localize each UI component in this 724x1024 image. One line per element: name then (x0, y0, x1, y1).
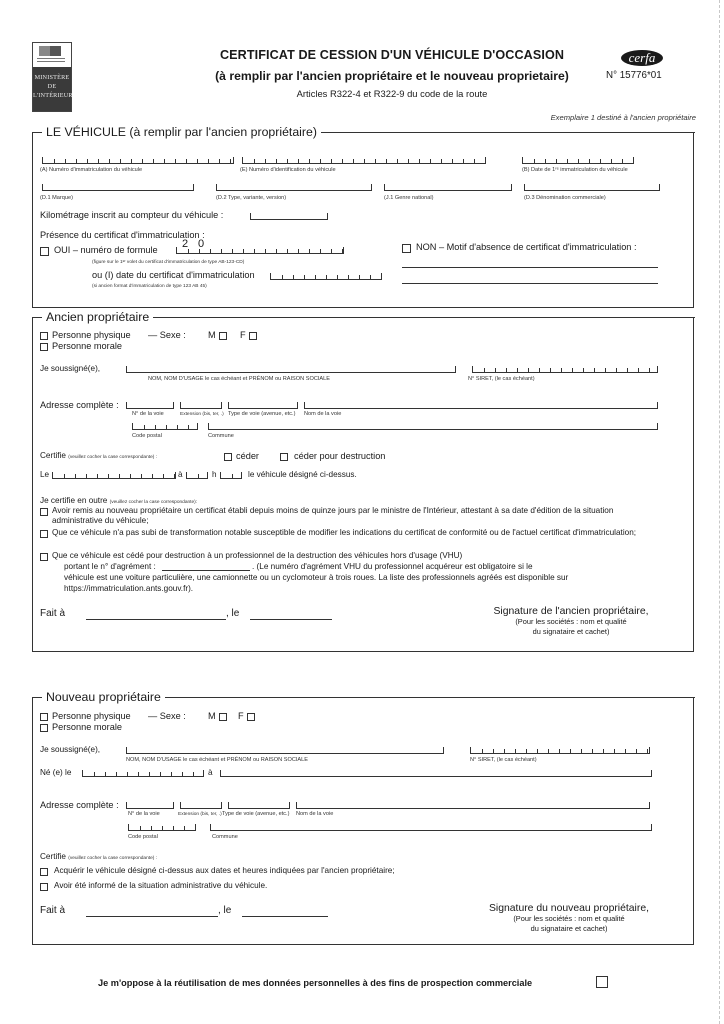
nouveau-num-voie-label: N° de la voie (128, 811, 160, 817)
comb-tick (370, 275, 371, 279)
comb-tick (386, 159, 387, 163)
attest-certificat-label: Avoir remis au nouveau propriétaire un certificat établi depuis moins de quinze jours par le ministre de l'Intérieur, attestant à sa date d'édition de la situation administrative du véhicule; (52, 506, 614, 525)
marque-label: (D.1 Marque) (40, 195, 73, 201)
comb-tick (364, 159, 365, 163)
oui-checkbox[interactable] (40, 247, 49, 256)
nouveau-siret-label: N° SIRET, (le cas échéant) (470, 757, 537, 763)
ancien-type-voie-field[interactable] (228, 402, 298, 409)
ancien-f-label: F (240, 330, 246, 340)
comb-tick (534, 159, 535, 163)
comb-tick (326, 275, 327, 279)
attest-destruction-checkbox[interactable] (40, 553, 48, 561)
comb-tick (603, 749, 604, 753)
type-variante-label: (D.2 Type, variante, version) (216, 195, 287, 201)
comb-tick (452, 159, 453, 163)
comb-tick (54, 159, 55, 163)
comb-tick (163, 474, 164, 478)
comb-tick (545, 159, 546, 163)
nouveau-certifie-label (40, 852, 157, 861)
nouveau-signature-title: Signature du nouveau propriétaire, (488, 903, 649, 914)
ancien-sexe-label: — Sexe : (148, 330, 186, 340)
comb-tick (64, 474, 65, 478)
ancien-sexe-m-checkbox[interactable] (219, 332, 227, 340)
date-premiere-immat-field[interactable] (522, 157, 634, 164)
nouveau-f-label: F (238, 711, 244, 721)
comb-tick (611, 159, 612, 163)
nouveau-personne-physique-label: Personne physique (52, 711, 131, 721)
comb-tick (75, 474, 76, 478)
comb-tick (567, 159, 568, 163)
comb-tick (130, 474, 131, 478)
ancien-nom-field[interactable] (126, 366, 456, 373)
ceder-label: céder (236, 451, 259, 461)
certifie-outre-note: (veuillez cocher la case correspondante): (109, 500, 198, 505)
comb-tick (493, 749, 494, 753)
nouveau-sexe-m-checkbox[interactable] (219, 713, 227, 721)
ceder-checkbox[interactable] (224, 453, 232, 461)
comb-tick (484, 368, 485, 372)
comb-tick (186, 159, 187, 163)
nouveau-signature-note-1: (Pour les sociétés : nom et qualité (513, 914, 625, 923)
lieu-naissance-field[interactable] (220, 770, 652, 777)
comb-tick (232, 249, 233, 253)
ancien-extension-label: Extension (bis, ter, .) (180, 412, 224, 417)
comb-tick (108, 474, 109, 478)
informe-checkbox[interactable] (40, 883, 48, 891)
comb-tick (265, 159, 266, 163)
comb-tick (120, 159, 121, 163)
nouveau-num-voie-field[interactable] (126, 802, 174, 809)
cession-heure-field[interactable] (186, 472, 208, 479)
comb-tick (162, 826, 163, 830)
comb-tick (98, 159, 99, 163)
comb-tick (537, 749, 538, 753)
exemplaire-note: Exemplaire 1 destiné à l'ancien propriétaire (550, 113, 696, 122)
ancien-code-postal-label: Code postal (132, 433, 162, 439)
nouveau-extension-label: Extension (bis, ter, .) (178, 812, 222, 817)
comb-tick (173, 826, 174, 830)
comb-tick (65, 159, 66, 163)
nouveau-type-voie-field[interactable] (228, 802, 290, 809)
comb-tick (342, 159, 343, 163)
cession-le-label: Le (40, 470, 50, 479)
comb-tick (184, 826, 185, 830)
comb-tick (221, 249, 222, 253)
ancien-siret-field[interactable] (472, 366, 658, 373)
comb-tick (647, 749, 648, 753)
nouveau-fait-a-field[interactable] (86, 916, 218, 917)
nouveau-code-postal-field[interactable] (128, 824, 196, 831)
ancien-personne-physique-checkbox[interactable] (40, 332, 48, 340)
comb-tick (605, 368, 606, 372)
comb-tick (622, 159, 623, 163)
lieu-naissance-a-label: à (208, 768, 213, 777)
nouveau-fait-a-label: Fait à (40, 905, 66, 916)
comb-tick (419, 159, 420, 163)
ancien-signature-title: Signature de l'ancien propriétaire, (493, 606, 649, 617)
nouveau-sexe-f-checkbox[interactable] (247, 713, 255, 721)
acquerir-checkbox[interactable] (40, 868, 48, 876)
nouveau-le-label: , le (218, 905, 232, 916)
comb-tick (600, 159, 601, 163)
immatriculation-label: (A) Numéro d'immatriculation du véhicule (40, 167, 143, 173)
comb-tick (174, 474, 175, 478)
comb-tick (556, 159, 557, 163)
immatriculation-field[interactable] (42, 157, 234, 164)
comb-tick (166, 425, 167, 429)
comb-tick (526, 749, 527, 753)
comb-tick (175, 159, 176, 163)
comb-tick (348, 275, 349, 279)
comb-tick (320, 249, 321, 253)
type-variante-field[interactable] (216, 184, 372, 191)
comb-tick (583, 368, 584, 372)
comb-tick (188, 425, 189, 429)
comb-tick (309, 249, 310, 253)
comb-tick (182, 772, 183, 776)
vehicule-designe-label: le véhicule désigné ci-dessus. (248, 470, 357, 479)
logo-line-3: L'INTÉRIEUR (33, 92, 73, 99)
comb-tick (594, 368, 595, 372)
comb-tick (353, 159, 354, 163)
presence-certificat-label: Présence du certificat d'immatriculation : (40, 230, 205, 240)
comb-tick (589, 159, 590, 163)
nouveau-siret-field[interactable] (470, 747, 650, 754)
cession-date-field[interactable] (52, 472, 176, 479)
form-title: CERTIFICAT DE CESSION D'UN VÉHICULE D'OCCASION (219, 48, 565, 62)
ancien-fait-a-field[interactable] (86, 619, 226, 620)
nouveau-commune-label: Commune (212, 834, 238, 840)
comb-tick (140, 826, 141, 830)
ancien-certifie-label (40, 451, 157, 460)
ancien-fait-a-label: Fait à (40, 608, 66, 619)
attest-transformation-checkbox[interactable] (40, 530, 48, 538)
attest-destruction-line-2: . (Le numéro d'agrément VHU du professionnel acquéreur est obligatoire si le (252, 562, 533, 571)
comb-tick (463, 159, 464, 163)
ancien-le-label: , le (226, 608, 240, 619)
motif-absence-line-2[interactable] (402, 283, 658, 284)
date-certificat-field[interactable] (270, 273, 382, 280)
comb-tick (149, 772, 150, 776)
date-premiere-immat-label: (B) Date de 1ʳᵉ immatriculation du véhicule (522, 167, 628, 173)
comb-tick (127, 772, 128, 776)
comb-tick (616, 368, 617, 372)
denomination-label: (D.3 Dénomination commerciale) (524, 195, 606, 201)
comb-tick (337, 275, 338, 279)
formule-digit-2: 0 (198, 238, 205, 250)
comb-tick (559, 749, 560, 753)
comb-tick (152, 474, 153, 478)
cession-a-label: à (178, 470, 183, 479)
comb-tick (94, 772, 95, 776)
informe-label: Avoir été informé de la situation administrative du véhicule. (54, 881, 268, 890)
certifie-outre-text: Je certifie en outre (40, 496, 108, 505)
comb-tick (304, 275, 305, 279)
comb-tick (164, 159, 165, 163)
ancien-signature-note-1: (Pour les sociétés : nom et qualité (515, 617, 627, 626)
nouveau-personne-morale-label: Personne morale (52, 722, 122, 732)
comb-tick (282, 275, 283, 279)
logo-line-2: DE (47, 83, 57, 90)
marque-field[interactable] (42, 184, 194, 191)
comb-tick (408, 159, 409, 163)
comb-tick (592, 749, 593, 753)
date-certificat-label: ou (I) date du certificat d'immatriculation (92, 270, 255, 280)
comb-tick (397, 159, 398, 163)
cerfa-logo: cerfa (621, 50, 663, 66)
comb-tick (625, 749, 626, 753)
ancien-sexe-f-checkbox[interactable] (249, 332, 257, 340)
ancien-signature-note-2: du signataire et cachet) (532, 627, 610, 636)
denomination-field[interactable] (524, 184, 660, 191)
non-checkbox[interactable] (402, 244, 411, 253)
comb-tick (254, 249, 255, 253)
nouveau-certifie-text: Certifie (40, 852, 66, 861)
comb-tick (198, 474, 199, 478)
ants-link[interactable]: https://immatriculation.ants.gouv.fr). (64, 584, 194, 593)
comb-tick (495, 368, 496, 372)
comb-tick (193, 772, 194, 776)
comb-tick (171, 772, 172, 776)
acquerir-label: Acquérir le véhicule désigné ci-dessus aux dates et heures indiquées par l'ancien propriétaire; (54, 866, 395, 875)
section-vehicule-title-text: LE VÉHICULE (à remplir par l'ancien propriétaire) (46, 125, 317, 139)
comb-tick (561, 368, 562, 372)
comb-tick (254, 159, 255, 163)
comb-tick (441, 159, 442, 163)
formule-digit-1: 2 (182, 238, 189, 250)
identification-field[interactable] (242, 157, 486, 164)
comb-tick (548, 749, 549, 753)
comb-tick (142, 159, 143, 163)
attest-transformation-label: Que ce véhicule n'a pas subi de transformation notable susceptible de modifier les indications du certificat de conformité ou de l'actuel certificat d'immatriculation; (52, 528, 637, 537)
comb-tick (638, 368, 639, 372)
cession-minute-field[interactable] (220, 472, 242, 479)
comb-tick (116, 772, 117, 776)
form-articles: Articles R322-4 et R322-9 du code de la route (296, 88, 488, 99)
nouveau-soussigne-label: Je soussigné(e), (40, 745, 101, 754)
comb-tick (105, 772, 106, 776)
comb-tick (504, 749, 505, 753)
ancien-personne-morale-label: Personne morale (52, 341, 122, 351)
non-label: NON – Motif d'absence de certificat d'immatriculation : (416, 242, 637, 252)
ancien-personne-morale-checkbox[interactable] (40, 343, 48, 351)
logo-line-1: MINISTÈRE (34, 74, 70, 81)
comb-tick (342, 249, 343, 253)
agrement-field[interactable] (162, 570, 250, 571)
formule-note: (figure sur le 1ᵉʳ volet du certificat d'immatriculation de type AB-123-CD) (92, 260, 245, 265)
nouveau-personne-physique-checkbox[interactable] (40, 713, 48, 721)
nouveau-commune-field[interactable] (210, 824, 652, 831)
comb-tick (86, 474, 87, 478)
comb-tick (293, 275, 294, 279)
comb-tick (87, 159, 88, 163)
attest-destruction-agrement-label: portant le n° d'agrément : (64, 562, 156, 571)
comb-tick (550, 368, 551, 372)
form-subtitle: (à remplir par l'ancien propriétaire et le nouveau proprietaire) (215, 69, 569, 83)
kilometrage-field[interactable] (250, 213, 328, 220)
comb-tick (144, 425, 145, 429)
nouveau-extension-field[interactable] (180, 802, 222, 809)
nouveau-nom-voie-field[interactable] (296, 802, 650, 809)
ancien-signature-block (460, 606, 682, 637)
comb-tick (528, 368, 529, 372)
nouveau-signature-block (456, 903, 682, 934)
nouveau-date-field[interactable] (242, 916, 328, 917)
date-certificat-note: (si ancien format d'immatriculation de type 123 AB 45) (92, 284, 207, 289)
comb-tick (232, 474, 233, 478)
ancien-nom-label: NOM, NOM D'USAGE le cas échéant et PRÉNOM ou RAISON SOCIALE (148, 376, 330, 382)
ancien-commune-label: Commune (208, 433, 234, 439)
comb-tick (375, 159, 376, 163)
comb-tick (287, 159, 288, 163)
comb-tick (197, 159, 198, 163)
ancien-date-field[interactable] (250, 619, 332, 620)
comb-tick (131, 159, 132, 163)
nouveau-nom-voie-label: Nom de la voie (296, 811, 334, 817)
certifie-outre-label (40, 496, 197, 505)
nouveau-signature-note-2: du signataire et cachet) (530, 924, 608, 933)
ancien-certifie-text: Certifie (40, 451, 66, 460)
ancien-m-label: M (208, 330, 216, 340)
comb-tick (287, 249, 288, 253)
section-vehicule-title (42, 125, 321, 139)
opposition-checkbox[interactable] (596, 976, 608, 988)
comb-tick (141, 474, 142, 478)
comb-tick (151, 826, 152, 830)
comb-tick (581, 749, 582, 753)
nouveau-nom-field[interactable] (126, 747, 444, 754)
opposition-label: Je m'oppose à la réutilisation de mes données personnelles à des fins de prospection commerciale (98, 978, 533, 988)
genre-national-label: (J.1 Genre national) (384, 195, 434, 201)
ancien-certifie-note: (veuillez cocher la case correspondante) : (68, 455, 158, 460)
ancien-commune-field[interactable] (208, 423, 658, 430)
comb-tick (474, 159, 475, 163)
comb-tick (153, 159, 154, 163)
attest-destruction-line-1: Que ce véhicule est cédé pour destruction à un professionnel de la destruction des véhicules hors d'usage (VHU) (52, 551, 463, 560)
comb-tick (331, 159, 332, 163)
comb-tick (188, 249, 189, 253)
comb-tick (97, 474, 98, 478)
ne-le-label: Né (e) le (40, 768, 72, 777)
comb-tick (649, 368, 650, 372)
comb-tick (276, 249, 277, 253)
section-nouveau-title: Nouveau propriétaire (42, 690, 165, 704)
comb-tick (298, 159, 299, 163)
date-naissance-field[interactable] (82, 770, 204, 777)
section-ancien-title: Ancien propriétaire (42, 310, 153, 324)
ancien-extension-field[interactable] (180, 402, 222, 409)
ceder-destruction-label: céder pour destruction (294, 451, 386, 461)
comb-tick (482, 749, 483, 753)
comb-tick (331, 249, 332, 253)
attest-destruction-line-3: véhicule est une voiture particulière, une camionnette ou un cyclomoteur à trois roues. La liste des professionnels agréés est disponible sur (64, 573, 569, 582)
comb-tick (76, 159, 77, 163)
comb-tick (506, 368, 507, 372)
cerfa-number: N° 15776*01 (606, 70, 662, 81)
comb-tick (572, 368, 573, 372)
kilometrage-label: Kilométrage inscrit au compteur du véhicule : (40, 210, 224, 220)
comb-tick (155, 425, 156, 429)
comb-tick (177, 425, 178, 429)
comb-tick (320, 159, 321, 163)
nouveau-nom-label: NOM, NOM D'USAGE le cas échéant et PRÉNOM ou RAISON SOCIALE (126, 757, 308, 763)
ancien-siret-label: N° SIRET, (le cas échéant) (468, 376, 535, 382)
comb-tick (309, 159, 310, 163)
comb-tick (109, 159, 110, 163)
ancien-num-voie-label: N° de la voie (132, 411, 164, 417)
comb-tick (138, 772, 139, 776)
identification-label: (E) Numéro d'identification du véhicule (240, 167, 336, 173)
ancien-code-postal-field[interactable] (132, 423, 198, 430)
ancien-nom-voie-field[interactable] (304, 402, 658, 409)
nouveau-m-label: M (208, 711, 216, 721)
comb-tick (570, 749, 571, 753)
cession-h-label: h (212, 470, 217, 479)
comb-tick (315, 275, 316, 279)
nouveau-code-postal-label: Code postal (128, 834, 158, 840)
comb-tick (119, 474, 120, 478)
comb-tick (636, 749, 637, 753)
nouveau-personne-morale-checkbox[interactable] (40, 724, 48, 732)
nouveau-adresse-label: Adresse complète : (40, 800, 119, 810)
comb-tick (276, 159, 277, 163)
ancien-type-voie-label: Type de voie (avenue, etc.) (228, 411, 296, 417)
comb-tick (219, 159, 220, 163)
comb-tick (517, 368, 518, 372)
ancien-soussigne-label: Je soussigné(e), (40, 364, 101, 373)
comb-tick (160, 772, 161, 776)
comb-tick (539, 368, 540, 372)
ancien-adresse-label: Adresse complète : (40, 400, 119, 410)
page-edge (718, 0, 720, 1024)
attest-certificat-checkbox[interactable] (40, 508, 48, 516)
comb-tick (614, 749, 615, 753)
oui-label: OUI – numéro de formule (54, 245, 158, 255)
comb-tick (627, 368, 628, 372)
ancien-personne-physique-label: Personne physique (52, 330, 131, 340)
ancien-num-voie-field[interactable] (126, 402, 174, 409)
genre-national-field[interactable] (384, 184, 512, 191)
comb-tick (359, 275, 360, 279)
comb-tick (210, 249, 211, 253)
comb-tick (243, 249, 244, 253)
comb-tick (265, 249, 266, 253)
comb-tick (430, 159, 431, 163)
comb-tick (208, 159, 209, 163)
ancien-nom-voie-label: Nom de la voie (304, 411, 342, 417)
comb-tick (230, 159, 231, 163)
nouveau-sexe-label: — Sexe : (148, 711, 186, 721)
nouveau-certifie-note: (veuillez cocher la case correspondante) : (68, 856, 158, 861)
motif-absence-line-1[interactable] (402, 267, 658, 268)
comb-tick (298, 249, 299, 253)
comb-tick (515, 749, 516, 753)
ceder-destruction-checkbox[interactable] (280, 453, 288, 461)
comb-tick (578, 159, 579, 163)
nouveau-type-voie-label: Type de voie (avenue, etc.) (222, 811, 290, 817)
